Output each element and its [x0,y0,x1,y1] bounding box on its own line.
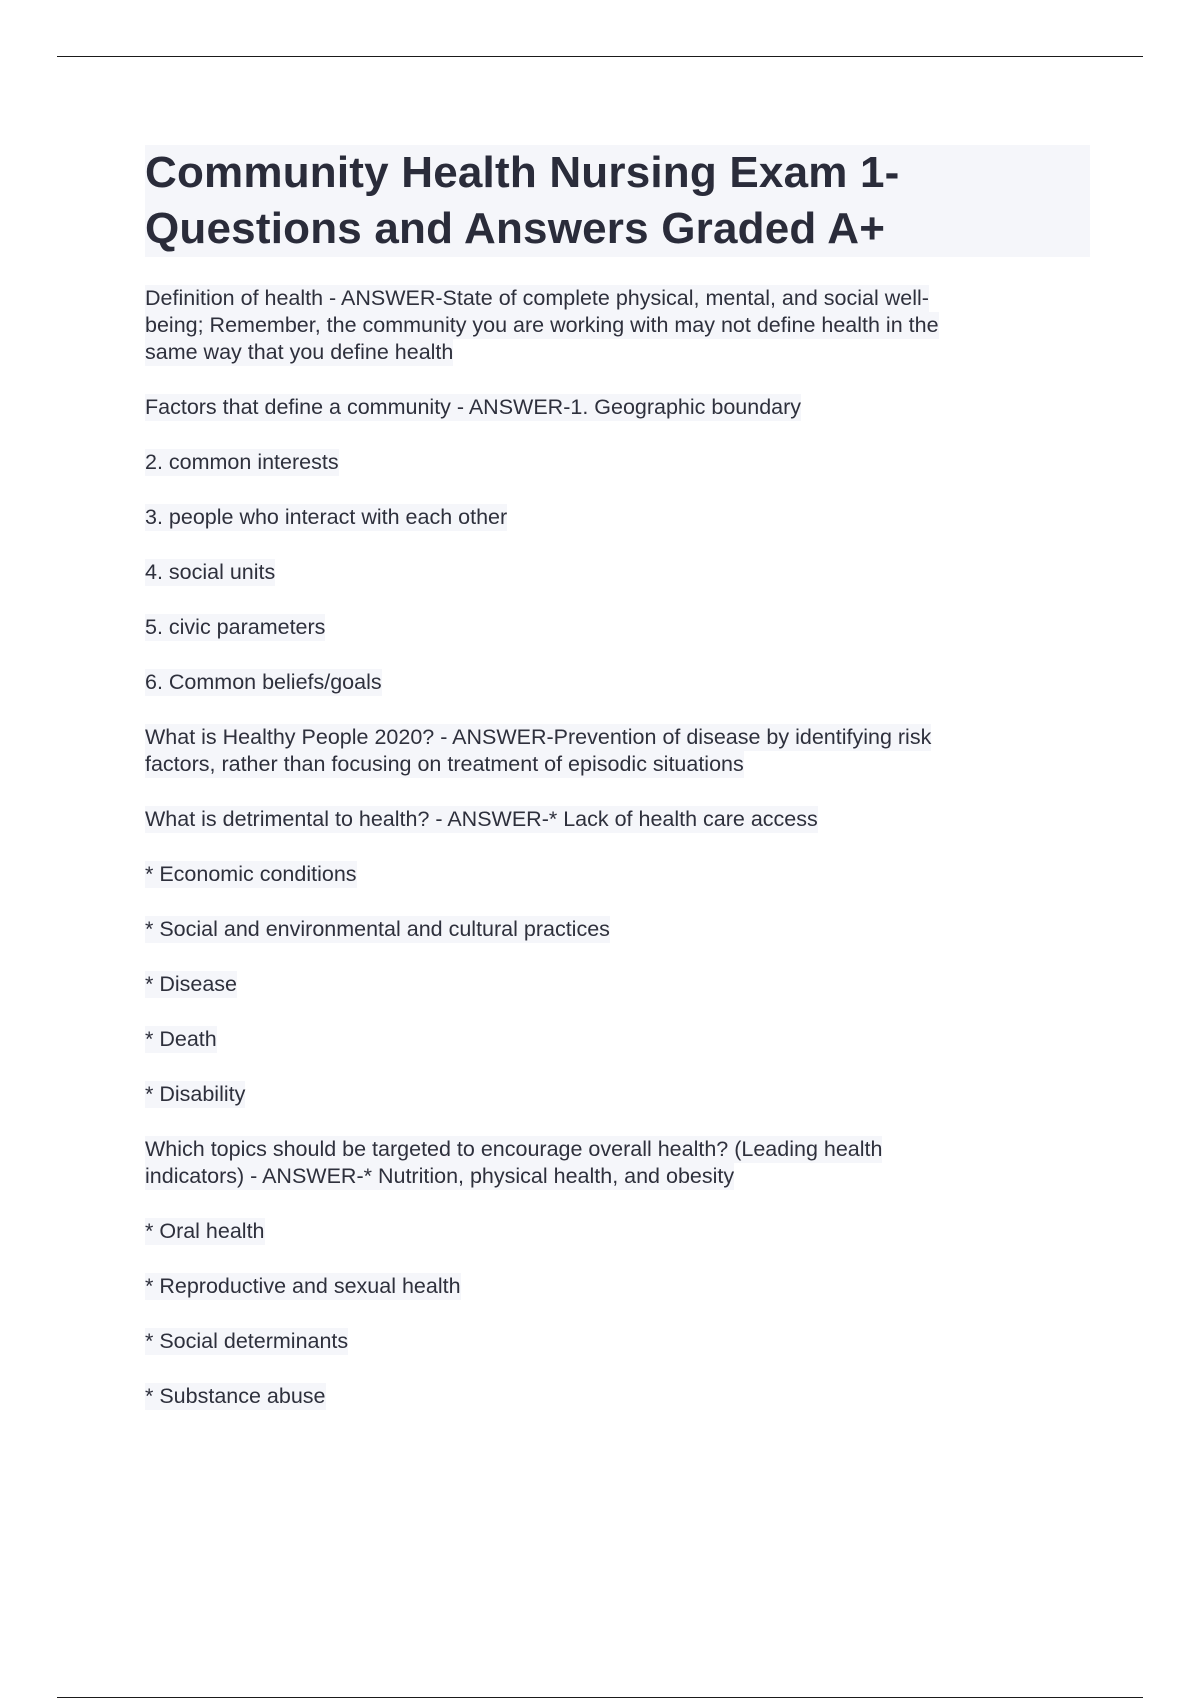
text-line: * Economic conditions [145,862,357,886]
text-line: Which topics should be targeted to encourage overall health? (Leading health [145,1137,883,1161]
text-line-row [145,449,1090,476]
qa-paragraph [145,1136,1090,1190]
text-line: * Oral health [145,1219,265,1243]
qa-paragraph [145,1081,1090,1108]
text-line: Definition of health - ANSWER-State of complete physical, mental, and social well- [145,286,929,310]
text-line: being; Remember, the community you are working with may not define health in the [145,313,939,337]
text-line-row [145,1273,1090,1300]
qa-paragraph [145,1383,1090,1410]
text-line-row [145,1383,1090,1410]
text-line: What is detrimental to health? - ANSWER-* Lack of health care access [145,807,818,831]
text-line-row [145,1081,1090,1108]
text-line-row [145,751,1090,778]
page-title [145,145,1090,257]
text-line-row [145,724,1090,751]
qa-list [145,285,1090,1410]
text-line: * Disability [145,1082,246,1106]
bottom-rule [57,1697,1143,1698]
text-line: * Disease [145,972,238,996]
qa-paragraph [145,449,1090,476]
text-line: indicators) - ANSWER-* Nutrition, physical health, and obesity [145,1164,735,1188]
qa-paragraph [145,1026,1090,1053]
text-line-row [145,1163,1090,1190]
qa-paragraph [145,504,1090,531]
text-line-row [145,1026,1090,1053]
text-line-row [145,614,1090,641]
text-line-row [145,1218,1090,1245]
text-line-row [145,504,1090,531]
qa-paragraph [145,614,1090,641]
text-line: 6. Common beliefs/goals [145,670,382,694]
document-body [145,145,1090,1438]
text-line: * Death [145,1027,217,1051]
title-box [145,145,1090,257]
text-line: 2. common interests [145,450,339,474]
text-line: What is Healthy People 2020? - ANSWER-Prevention of disease by identifying risk [145,725,932,749]
qa-paragraph [145,669,1090,696]
text-line-row [145,806,1090,833]
text-line: 3. people who interact with each other [145,505,508,529]
qa-paragraph [145,1273,1090,1300]
qa-paragraph [145,971,1090,998]
title-line-1: Community Health Nursing Exam 1- [145,148,900,197]
qa-paragraph [145,861,1090,888]
text-line-row [145,559,1090,586]
qa-paragraph [145,806,1090,833]
text-line-row [145,669,1090,696]
text-line: * Social and environmental and cultural practices [145,917,610,941]
title-line-2: Questions and Answers Graded A+ [145,204,886,253]
text-line: * Social determinants [145,1329,349,1353]
text-line-row [145,1328,1090,1355]
qa-paragraph [145,724,1090,778]
text-line-row [145,861,1090,888]
text-line: 4. social units [145,560,276,584]
text-line-row [145,971,1090,998]
qa-paragraph [145,285,1090,366]
text-line: Factors that define a community - ANSWER-1. Geographic boundary [145,395,802,419]
text-line-row [145,312,1090,339]
qa-paragraph [145,1218,1090,1245]
text-line: * Substance abuse [145,1384,326,1408]
text-line: same way that you define health [145,340,454,364]
text-line: 5. civic parameters [145,615,326,639]
text-line-row [145,916,1090,943]
text-line-row [145,394,1090,421]
text-line-row [145,339,1090,366]
text-line: factors, rather than focusing on treatment of episodic situations [145,752,744,776]
top-rule [57,56,1143,57]
qa-paragraph [145,916,1090,943]
text-line-row [145,1136,1090,1163]
qa-paragraph [145,394,1090,421]
text-line: * Reproductive and sexual health [145,1274,461,1298]
qa-paragraph [145,559,1090,586]
text-line-row [145,285,1090,312]
qa-paragraph [145,1328,1090,1355]
